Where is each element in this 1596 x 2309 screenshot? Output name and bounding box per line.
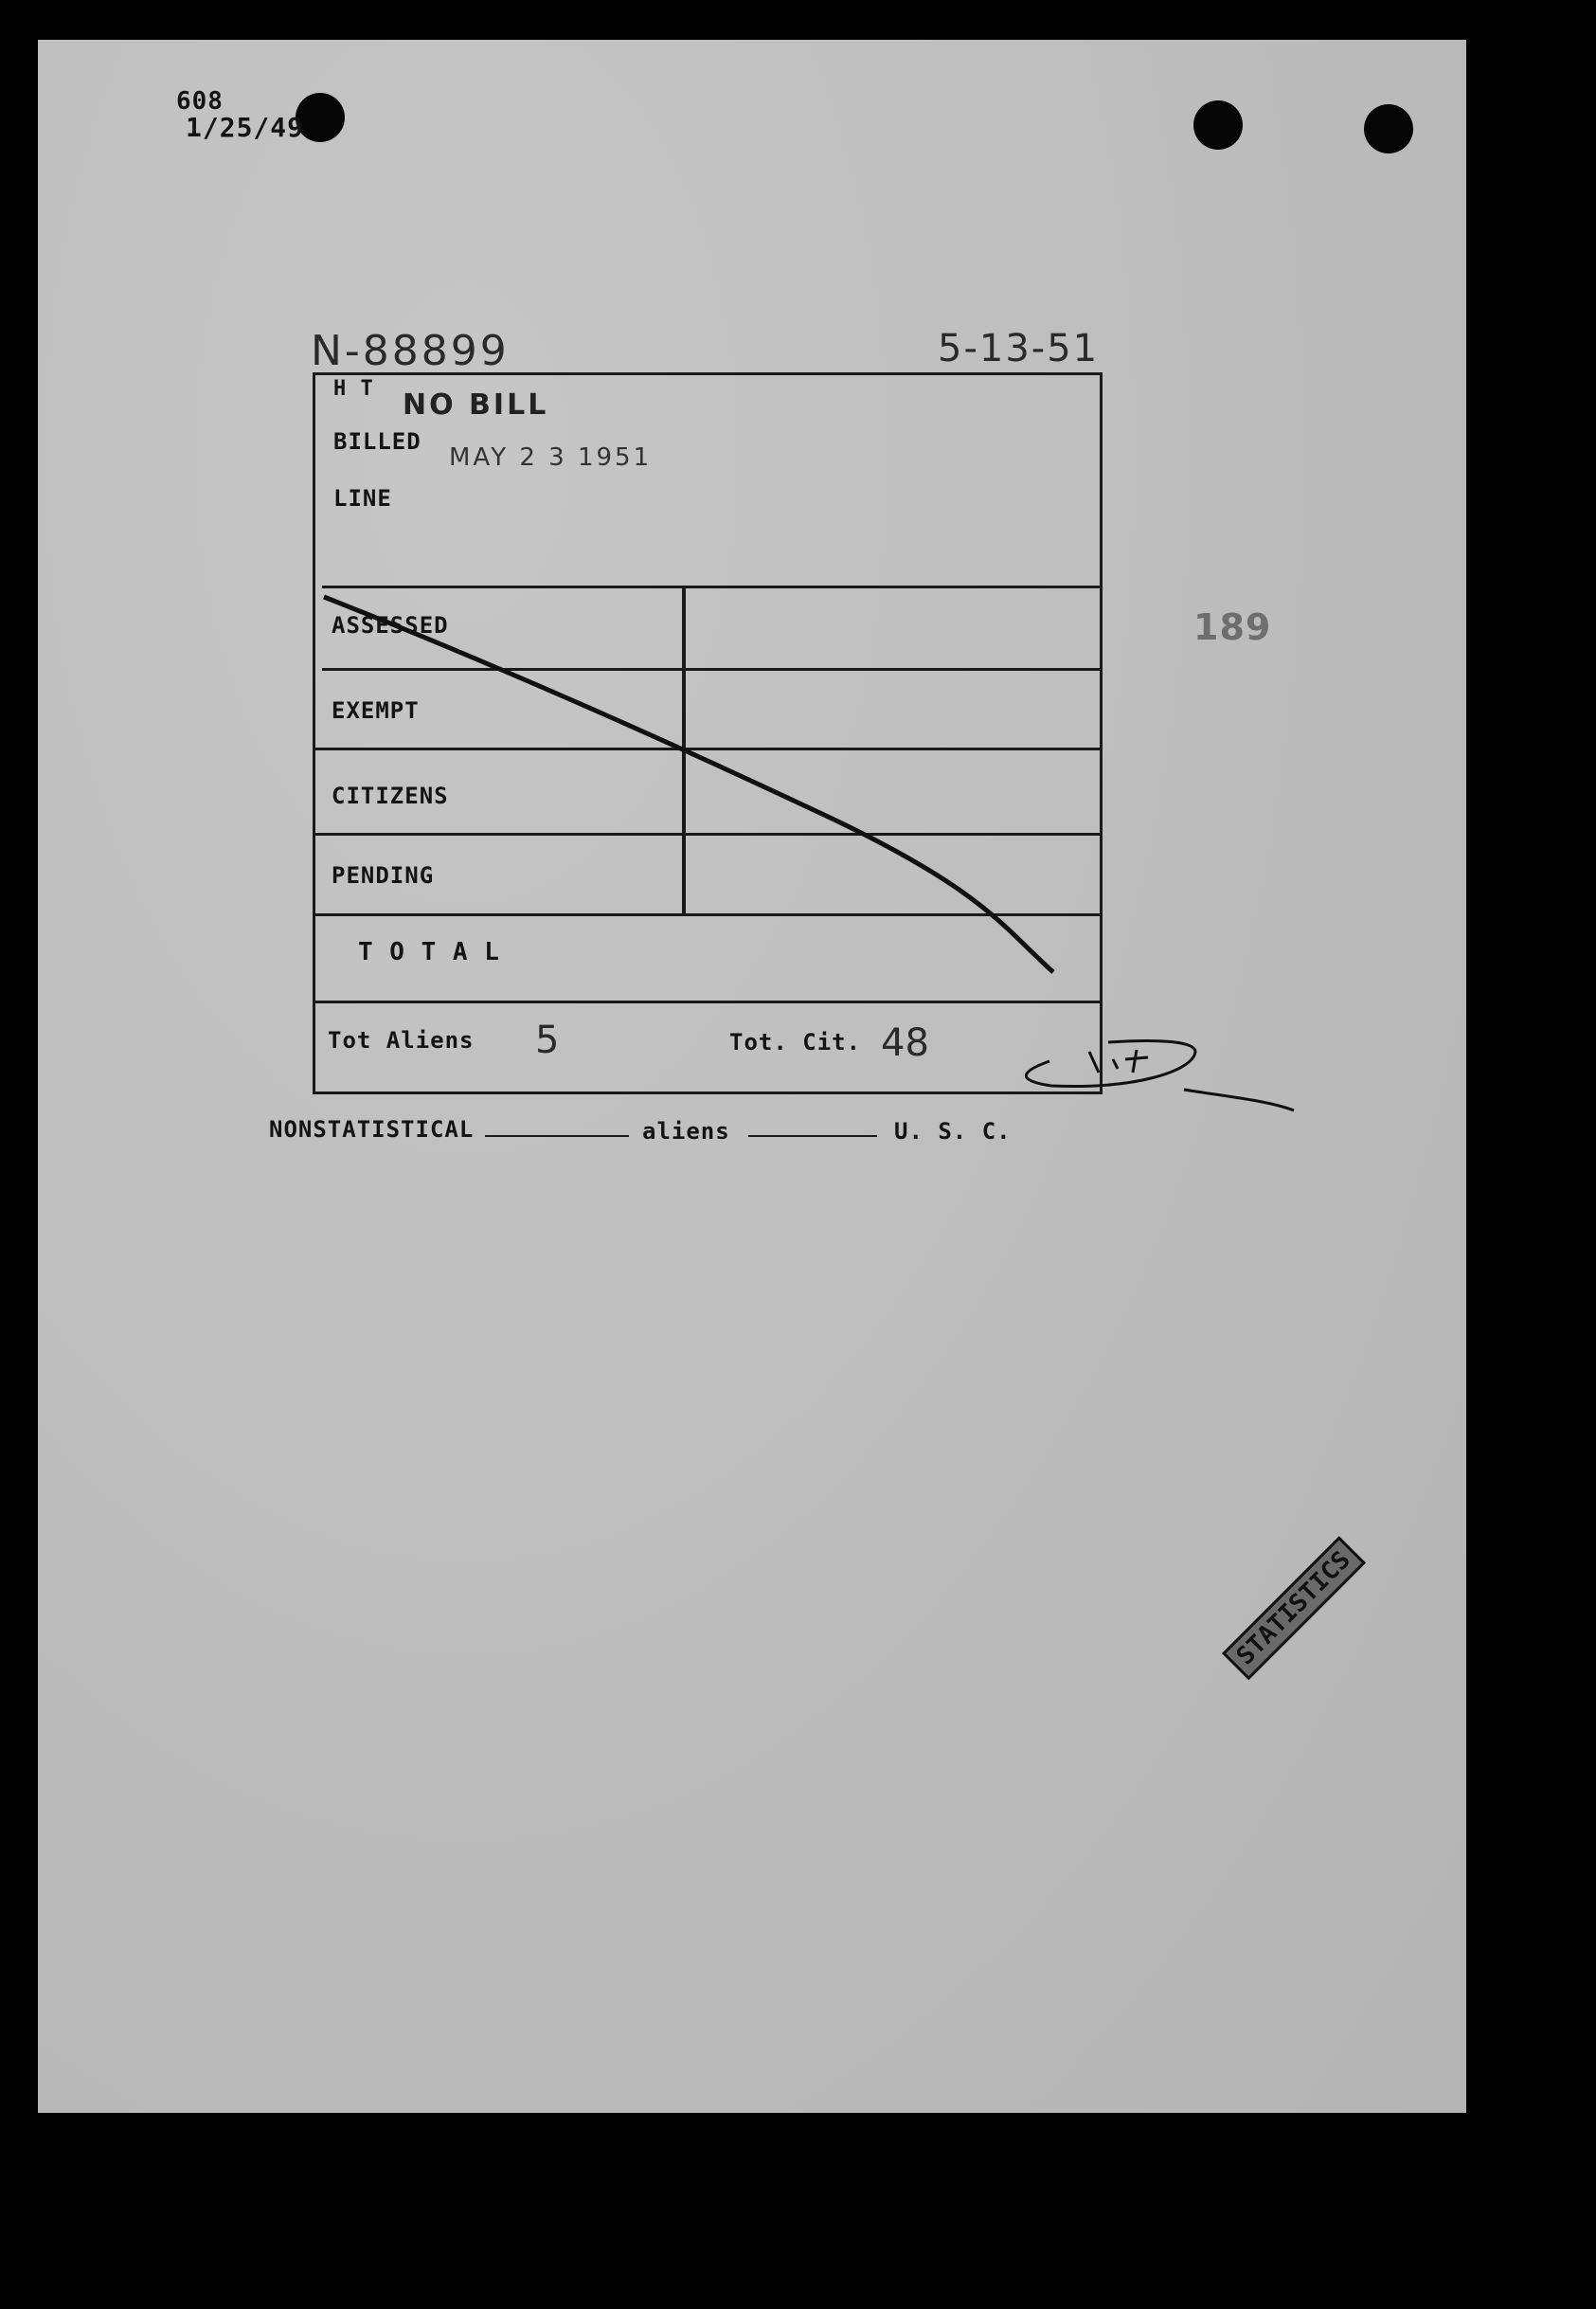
tot-cit-value: 48 (881, 1021, 929, 1065)
billed-label: BILLED (333, 428, 421, 455)
ht-label: H T (333, 377, 374, 401)
line-label: LINE (333, 485, 392, 512)
initials-scribble (1026, 1040, 1294, 1110)
statistics-stamp: STATISTICS (1222, 1537, 1366, 1681)
tot-cit-label: Tot. Cit. (729, 1029, 862, 1055)
row-label-citizens: CITIZENS (332, 783, 449, 809)
form-revision: 1/25/49 (186, 112, 305, 143)
tot-aliens-value: 5 (535, 1019, 560, 1062)
row-label-exempt: EXEMPT (332, 697, 420, 724)
billed-date-stamp: MAY 2 3 1951 (449, 443, 653, 472)
diagonal-strike-line (324, 597, 1053, 972)
form-number: 608 (176, 87, 224, 116)
tot-aliens-label: Tot Aliens (328, 1027, 475, 1054)
no-bill-stamp: NO BILL (403, 388, 549, 422)
file-number: N-88899 (311, 327, 510, 375)
page-number: 189 (1193, 606, 1272, 648)
total-label: T O T A L (358, 938, 500, 966)
aliens-label: aliens (642, 1118, 730, 1145)
row-label-pending: PENDING (332, 862, 435, 889)
handwritten-date: 5-13-51 (938, 327, 1100, 370)
usc-label: U. S. C. (894, 1118, 1012, 1145)
row-label-assessed: ASSESSED (332, 612, 449, 639)
nonstatistical-label: NONSTATISTICAL (269, 1116, 475, 1143)
